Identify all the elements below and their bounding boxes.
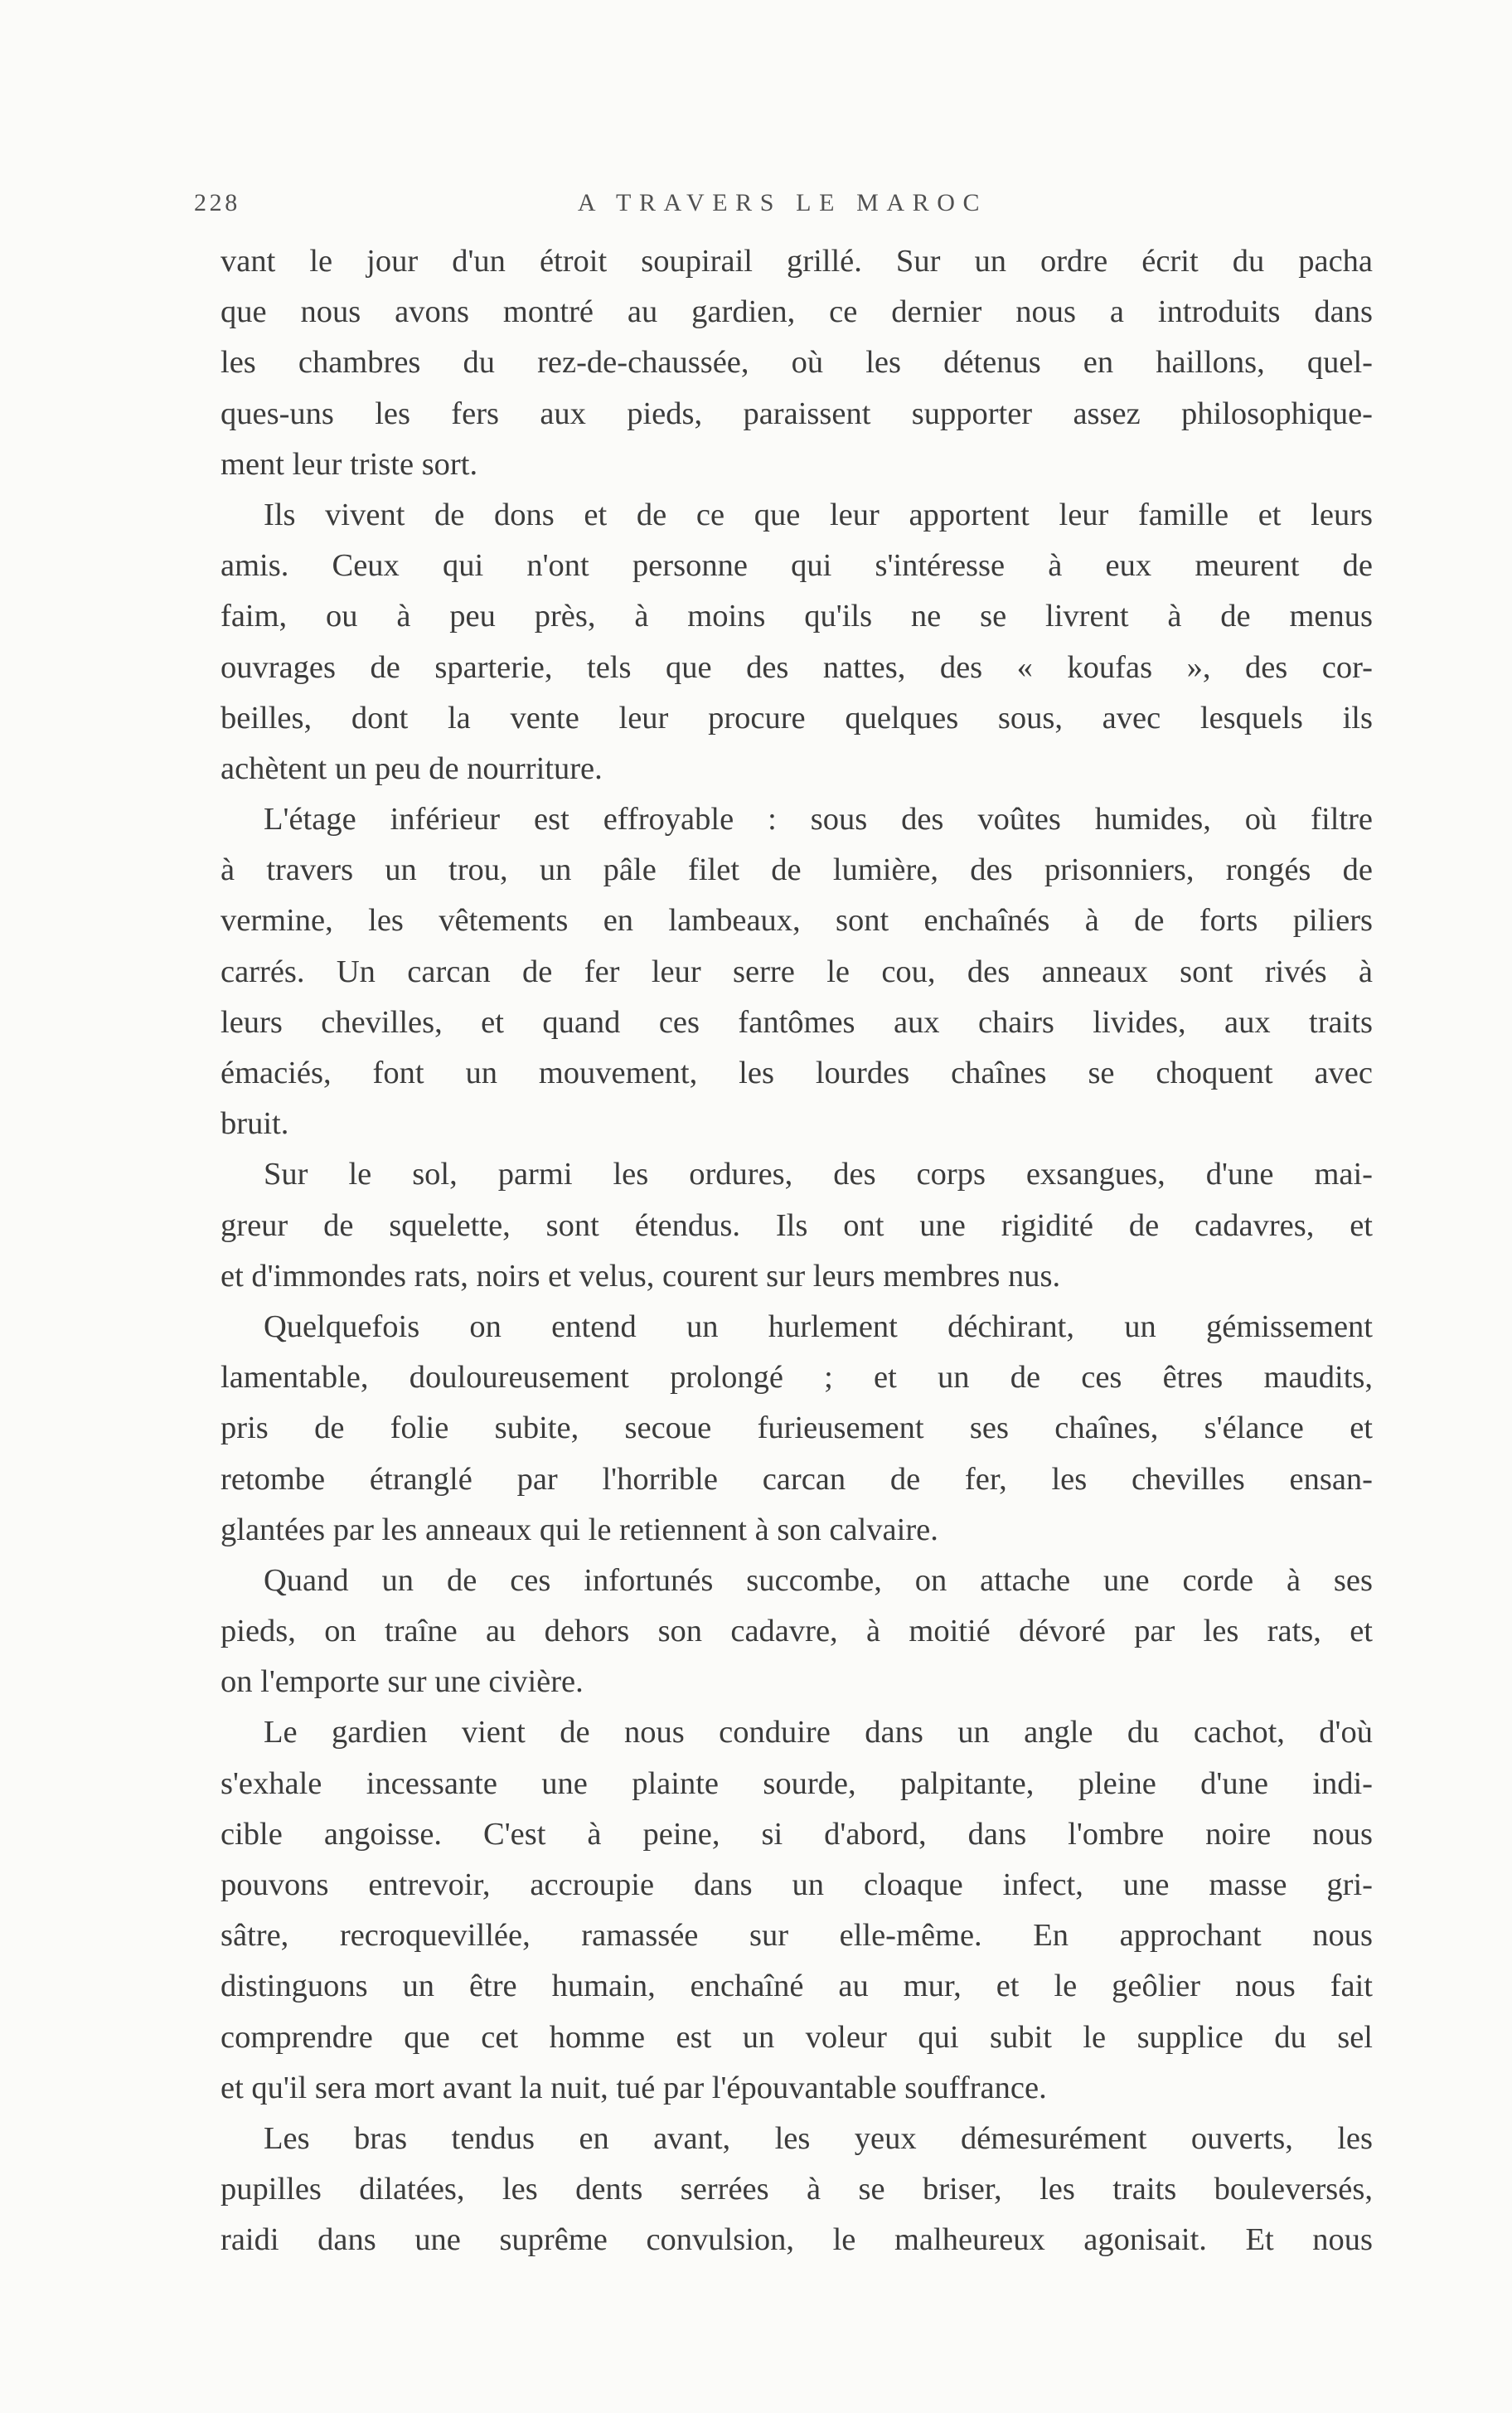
text-line: glantées par les anneaux qui le retiennent à son calvaire. (220, 1512, 938, 1547)
text-line: Quelquefois on entend un hurlement déchirant, un gémissement (264, 1308, 1373, 1344)
text-line: et d'immondes rats, noirs et velus, courent sur leurs membres nus. (220, 1258, 1061, 1294)
running-head (194, 189, 1371, 222)
text-line: à travers un trou, un pâle filet de lumière, des prisonniers, rongés de (220, 852, 1373, 888)
text-line: Ils vivent de dons et de ce que leur apportent leur famille et leurs (264, 497, 1373, 532)
text-line: vermine, les vêtements en lambeaux, sont enchaînés à de forts piliers (220, 903, 1373, 939)
text-line: Sur le sol, parmi les ordures, des corps exsangues, d'une mai- (264, 1157, 1373, 1192)
page-number: 228 (194, 189, 240, 216)
text-line: beilles, dont la vente leur procure quelques sous, avec lesquels ils (220, 700, 1373, 736)
text-line: pris de folie subite, secoue furieusement ses chaînes, s'élance et (220, 1410, 1373, 1446)
text-line: faim, ou à peu près, à moins qu'ils ne se livrent à de menus (220, 599, 1373, 634)
text-line: lamentable, douloureusement prolongé ; et un de ces êtres maudits, (220, 1360, 1373, 1396)
text-line: distinguons un être humain, enchaîné au mur, et le geôlier nous fait (220, 1969, 1373, 2004)
text-line: pieds, on traîne au dehors son cadavre, à moitié dévoré par les rats, et (220, 1614, 1373, 1649)
text-line: sâtre, recroquevillée, ramassée sur elle-même. En approchant nous (220, 1918, 1373, 1954)
text-line: on l'emporte sur une civière. (220, 1664, 584, 1700)
text-line: que nous avons montré au gardien, ce dernier nous a introduits dans (220, 294, 1373, 330)
text-line: Quand un de ces infortunés succombe, on attache une corde à ses (264, 1562, 1373, 1598)
text-line: leurs chevilles, et quand ces fantômes aux chairs livides, aux traits (220, 1004, 1373, 1040)
text-line: achètent un peu de nourriture. (220, 750, 603, 786)
text-line: pupilles dilatées, les dents serrées à se briser, les traits bouleversés, (220, 2172, 1373, 2207)
text-line: carrés. Un carcan de fer leur serre le cou, des anneaux sont rivés à (220, 954, 1373, 989)
text-line: s'exhale incessante une plainte sourde, palpitante, pleine d'une indi- (220, 1765, 1373, 1801)
text-line: les chambres du rez-de-chaussée, où les détenus en haillons, quel- (220, 345, 1373, 381)
text-line: ment leur triste sort. (220, 446, 478, 482)
text-line: ques-uns les fers aux pieds, paraissent supporter assez philosophique- (220, 396, 1373, 431)
text-line: pouvons entrevoir, accroupie dans un cloaque infect, une masse gri- (220, 1867, 1373, 1902)
text-line: retombe étranglé par l'horrible carcan de fer, les chevilles ensan- (220, 1461, 1373, 1497)
text-line: bruit. (220, 1106, 289, 1142)
text-line: Le gardien vient de nous conduire dans un angle du cachot, d'où (264, 1715, 1373, 1750)
text-line: vant le jour d'un étroit soupirail grillé. Sur un ordre écrit du pacha (220, 244, 1373, 279)
text-line: comprendre que cet homme est un voleur qui subit le supplice du sel (220, 2019, 1373, 2055)
text-line: cible angoisse. C'est à peine, si d'abord, dans l'ombre noire nous (220, 1816, 1373, 1852)
text-line: et qu'il sera mort avant la nuit, tué par l'épouvantable souffrance. (220, 2070, 1047, 2105)
text-line: L'étage inférieur est effroyable : sous des voûtes humides, où filtre (264, 802, 1373, 838)
text-line: Les bras tendus en avant, les yeux démesurément ouverts, les (264, 2120, 1373, 2156)
text-line: greur de squelette, sont étendus. Ils ont une rigidité de cadavres, et (220, 1207, 1373, 1243)
text-line: émaciés, font un mouvement, les lourdes chaînes se choquent avec (220, 1056, 1373, 1090)
running-title: A TRAVERS LE MAROC (577, 189, 988, 216)
text-line: raidi dans une suprême convulsion, le malheureux agonisait. Et nous (220, 2222, 1373, 2258)
text-line: ouvrages de sparterie, tels que des nattes, des « koufas », des cor- (220, 649, 1373, 685)
body-text (220, 236, 1373, 2266)
text-line: amis. Ceux qui n'ont personne qui s'intéresse à eux meurent de (220, 548, 1373, 584)
